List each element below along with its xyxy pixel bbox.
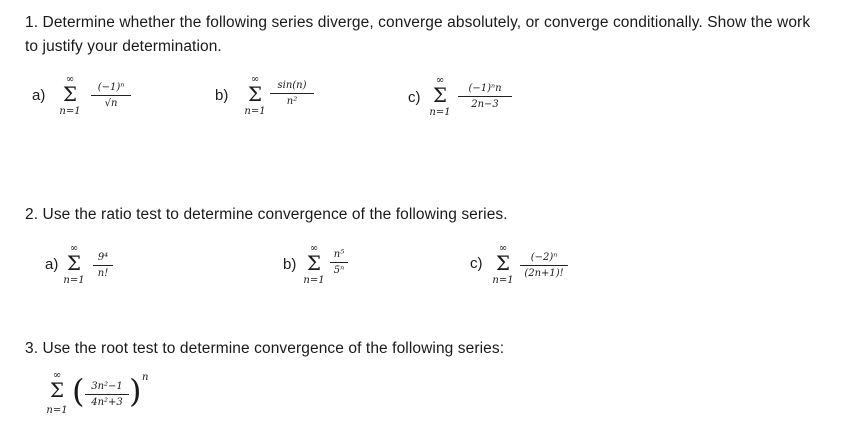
numerator: n⁵ xyxy=(333,249,345,260)
sigma-symbol: Σ xyxy=(62,82,78,106)
fraction-bar xyxy=(330,262,348,263)
sum-lower-limit: n=1 xyxy=(303,275,325,286)
exponent: n xyxy=(142,372,149,383)
sum-upper-limit: ∞ xyxy=(250,74,260,85)
numerator: (−2)ⁿ xyxy=(530,252,558,263)
sum-upper-limit: ∞ xyxy=(435,75,445,86)
sum-lower-limit: n=1 xyxy=(492,275,514,286)
item-label: a) xyxy=(32,87,46,104)
question-2-prompt: 2. Use the ratio test to determine convergence of the following series. xyxy=(25,206,508,223)
fraction-bar xyxy=(520,265,568,266)
right-parenthesis: ) xyxy=(129,372,142,410)
fraction xyxy=(85,380,129,409)
sum-lower-limit: n=1 xyxy=(63,275,85,286)
fraction xyxy=(458,82,512,111)
sum-upper-limit: ∞ xyxy=(69,243,79,254)
question-3-prompt: 3. Use the root test to determine convergence of the following series: xyxy=(25,340,505,357)
fraction xyxy=(520,251,568,280)
fraction xyxy=(91,81,131,110)
fraction xyxy=(330,248,348,277)
sigma-symbol: Σ xyxy=(66,251,82,275)
sum-lower-limit: n=1 xyxy=(59,106,81,117)
fraction xyxy=(93,251,113,280)
fraction xyxy=(270,79,314,108)
numerator: 3n²−1 xyxy=(91,381,123,392)
numerator: 9⁴ xyxy=(97,252,109,263)
denominator: 2n−3 xyxy=(471,99,499,110)
sum-upper-limit: ∞ xyxy=(52,370,62,381)
fraction-bar xyxy=(93,265,113,266)
fraction-bar xyxy=(458,96,512,97)
denominator: n² xyxy=(286,96,298,107)
denominator: (2n+1)! xyxy=(524,268,564,279)
denominator: n! xyxy=(97,268,109,279)
item-label: b) xyxy=(215,87,229,104)
sum-lower-limit: n=1 xyxy=(46,405,68,416)
denominator: 5ⁿ xyxy=(333,265,345,276)
sum-lower-limit: n=1 xyxy=(244,106,266,117)
sigma-symbol: Σ xyxy=(49,378,65,402)
item-label: a) xyxy=(45,256,59,273)
sum-upper-limit: ∞ xyxy=(498,243,508,254)
fraction-bar xyxy=(85,394,129,395)
sigma-symbol: Σ xyxy=(247,82,263,106)
item-label: c) xyxy=(408,89,421,106)
numerator: (−1)ⁿn xyxy=(468,83,502,94)
numerator: (−1)ⁿ xyxy=(97,82,125,93)
denominator: 4n²+3 xyxy=(91,397,123,408)
denominator: √n xyxy=(104,98,118,109)
question-1-prompt: 1. Determine whether the following series diverge, converge absolutely, or converge conditionally. Show the work to justify your determination. xyxy=(25,14,811,55)
sum-lower-limit: n=1 xyxy=(429,107,451,118)
left-parenthesis: ( xyxy=(72,372,85,410)
sum-upper-limit: ∞ xyxy=(65,74,75,85)
sigma-symbol: Σ xyxy=(432,83,448,107)
fraction-bar xyxy=(91,95,131,96)
sigma-symbol: Σ xyxy=(495,251,511,275)
numerator: sin(n) xyxy=(277,80,307,91)
item-label: c) xyxy=(470,255,483,272)
sum-upper-limit: ∞ xyxy=(309,243,319,254)
fraction-bar xyxy=(270,93,314,94)
item-label: b) xyxy=(283,256,297,273)
sigma-symbol: Σ xyxy=(306,251,322,275)
